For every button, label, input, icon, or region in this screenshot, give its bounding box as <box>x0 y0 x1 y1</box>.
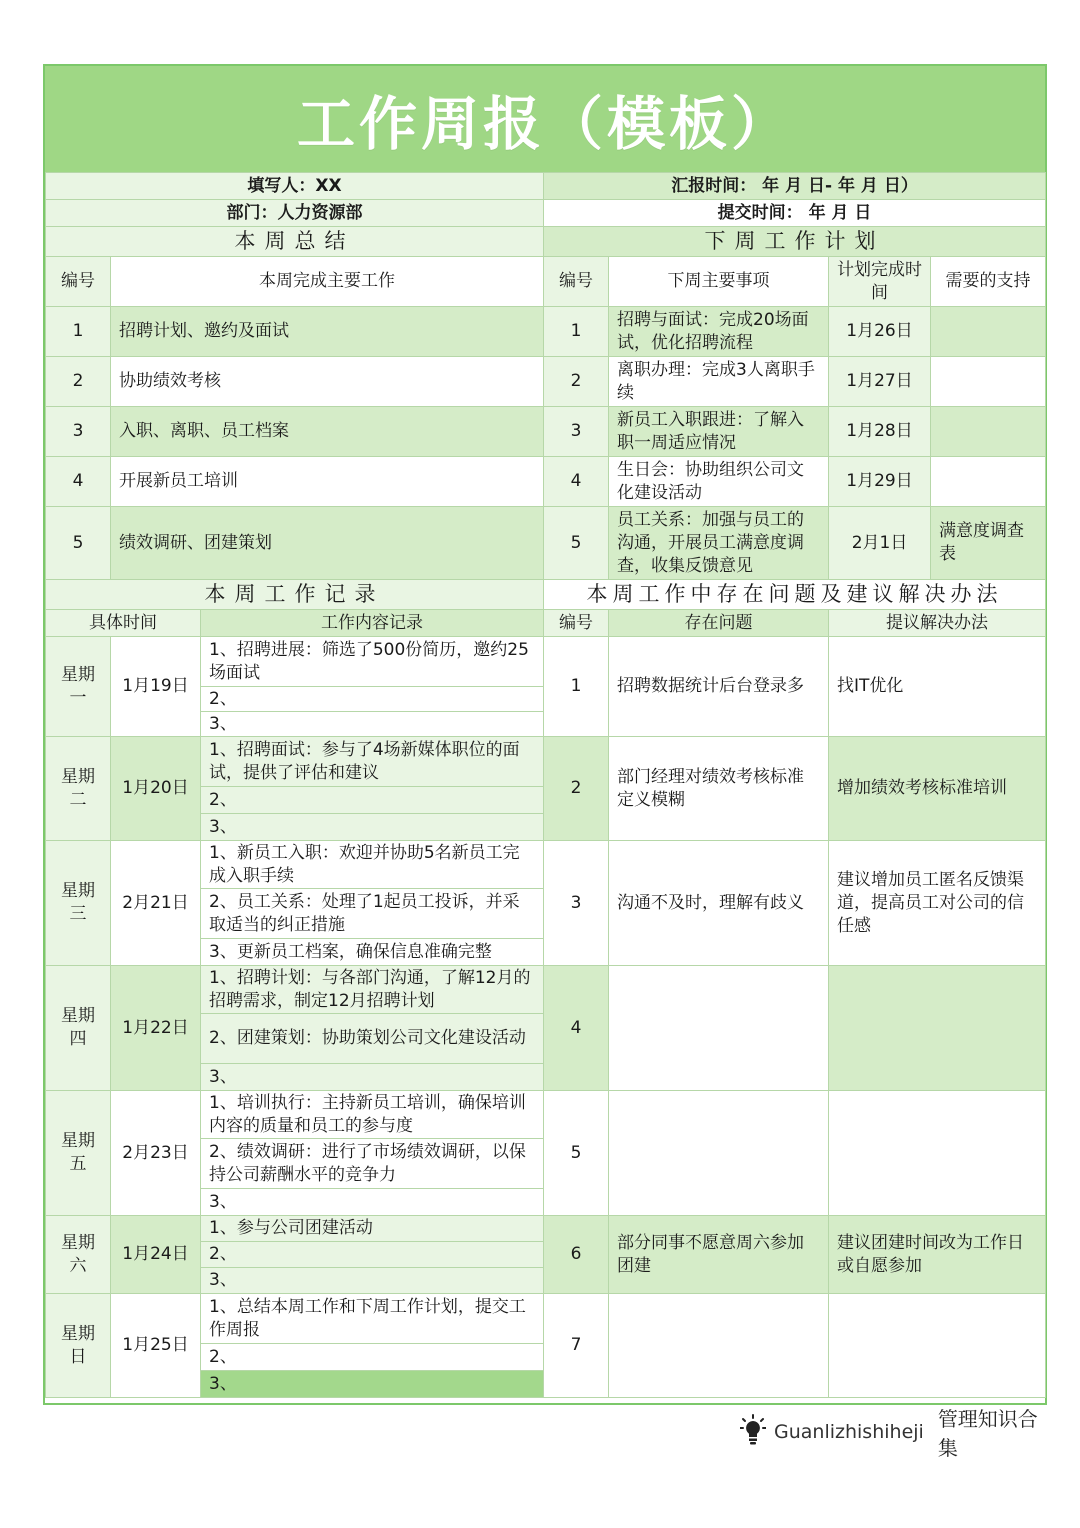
summary-num: 2 <box>46 357 111 407</box>
footer-brand <box>740 1407 1050 1460</box>
plan-time-header: 计划完成时间 <box>829 257 931 307</box>
record-item: 2、 <box>201 1344 544 1371</box>
record-item: 3、 <box>201 712 544 737</box>
records-time-header: 具体时间 <box>46 610 201 637</box>
issue-solution: 建议团建时间改为工作日或自愿参加 <box>829 1216 1046 1294</box>
summary-work: 入职、离职、员工档案 <box>111 407 544 457</box>
issues-solution-header: 提议解决办法 <box>829 610 1046 637</box>
plan-support <box>931 457 1046 507</box>
summary-plan-row <box>46 457 1046 507</box>
issue-solution: 找IT优化 <box>829 637 1046 737</box>
day-date: 1月25日 <box>111 1294 201 1398</box>
issues-section-title: 本周工作中存在问题及建议解决办法 <box>544 580 1046 610</box>
issue-problem: 部门经理对绩效考核标准定义模糊 <box>609 737 829 841</box>
department-cell: 部门：人力资源部 <box>46 200 544 227</box>
plan-support: 满意度调查表 <box>931 507 1046 580</box>
issue-num: 2 <box>544 737 609 841</box>
issue-solution: 增加绩效考核标准培训 <box>829 737 1046 841</box>
plan-time: 1月29日 <box>829 457 931 507</box>
issue-solution: 建议增加员工匿名反馈渠道，提高员工对公司的信任感 <box>829 841 1046 966</box>
submit-time-cell: 提交时间： 年 月 日 <box>544 200 1046 227</box>
issue-solution <box>829 1091 1046 1216</box>
summary-work: 绩效调研、团建策划 <box>111 507 544 580</box>
issue-num: 3 <box>544 841 609 966</box>
record-item: 1、招聘计划：与各部门沟通，了解12月的招聘需求，制定12月招聘计划 <box>201 966 544 1014</box>
issue-num: 1 <box>544 637 609 737</box>
record-item: 2、 <box>201 787 544 814</box>
issue-solution <box>829 1294 1046 1398</box>
plan-item: 员工关系：加强与员工的沟通，开展员工满意度调查，收集反馈意见 <box>609 507 829 580</box>
summary-section-title: 本周总结 <box>46 227 544 257</box>
day-label: 星期六 <box>46 1216 111 1294</box>
day-label: 星期日 <box>46 1294 111 1398</box>
day-date: 2月23日 <box>111 1091 201 1216</box>
issue-problem <box>609 966 829 1091</box>
report-time-cell: 汇报时间： 年 月 日- 年 月 日） <box>544 173 1046 200</box>
record-item: 2、 <box>201 1242 544 1268</box>
title-band <box>45 66 1045 172</box>
record-item: 3、 <box>201 1064 544 1091</box>
plan-item: 招聘与面试：完成20场面试，优化招聘流程 <box>609 307 829 357</box>
plan-section-title: 下周工作计划 <box>544 227 1046 257</box>
issues-num-header: 编号 <box>544 610 609 637</box>
issue-solution <box>829 966 1046 1091</box>
plan-num: 4 <box>544 457 609 507</box>
issue-problem <box>609 1091 829 1216</box>
record-item: 3、 <box>201 1268 544 1294</box>
brand-chinese: 管理知识合集 <box>937 1407 1038 1460</box>
day-date: 2月21日 <box>111 841 201 966</box>
plan-support <box>931 407 1046 457</box>
plan-time: 1月27日 <box>829 357 931 407</box>
record-item: 3、更新员工档案，确保信息准确完整 <box>201 939 544 966</box>
record-item: 1、培训执行：主持新员工培训，确保培训内容的质量和员工的参与度 <box>201 1091 544 1139</box>
summary-num: 5 <box>46 507 111 580</box>
record-item: 1、新员工入职：欢迎并协助5名新员工完成入职手续 <box>201 841 544 889</box>
summary-work: 协助绩效考核 <box>111 357 544 407</box>
day-date: 1月19日 <box>111 637 201 737</box>
day-date: 1月22日 <box>111 966 201 1091</box>
records-section-title: 本周工作记录 <box>46 580 544 610</box>
issue-num: 4 <box>544 966 609 1091</box>
day-date: 1月20日 <box>111 737 201 841</box>
issue-num: 5 <box>544 1091 609 1216</box>
plan-num-header: 编号 <box>544 257 609 307</box>
record-item: 2、 <box>201 687 544 712</box>
day-date: 1月24日 <box>111 1216 201 1294</box>
summary-num-header: 编号 <box>46 257 111 307</box>
plan-item: 生日会：协助组织公司文化建设活动 <box>609 457 829 507</box>
plan-item: 新员工入职跟进：了解入职一周适应情况 <box>609 407 829 457</box>
day-label: 星期一 <box>46 637 111 737</box>
issues-problem-header: 存在问题 <box>609 610 829 637</box>
plan-support <box>931 357 1046 407</box>
plan-num: 5 <box>544 507 609 580</box>
record-item: 3、 <box>201 814 544 841</box>
plan-item-header: 下周主要事项 <box>609 257 829 307</box>
summary-work-header: 本周完成主要工作 <box>111 257 544 307</box>
issue-problem: 沟通不及时，理解有歧义 <box>609 841 829 966</box>
issue-num: 6 <box>544 1216 609 1294</box>
record-item: 3、 <box>201 1371 544 1398</box>
issue-problem: 招聘数据统计后台登录多 <box>609 637 829 737</box>
record-item: 1、总结本周工作和下周工作计划，提交工作周报 <box>201 1294 544 1344</box>
records-content-header: 工作内容记录 <box>201 610 544 637</box>
plan-num: 1 <box>544 307 609 357</box>
day-label: 星期五 <box>46 1091 111 1216</box>
record-item: 2、团建策划：协助策划公司文化建设活动 <box>201 1014 544 1064</box>
summary-plan-row <box>46 307 1046 357</box>
report-table <box>45 172 1046 1398</box>
issue-problem: 部分同事不愿意周六参加团建 <box>609 1216 829 1294</box>
summary-work: 开展新员工培训 <box>111 457 544 507</box>
plan-time: 1月26日 <box>829 307 931 357</box>
plan-time: 1月28日 <box>829 407 931 457</box>
record-item: 2、绩效调研：进行了市场绩效调研，以保持公司薪酬水平的竞争力 <box>201 1139 544 1189</box>
summary-work: 招聘计划、邀约及面试 <box>111 307 544 357</box>
day-label: 星期二 <box>46 737 111 841</box>
record-item: 3、 <box>201 1189 544 1216</box>
day-label: 星期四 <box>46 966 111 1091</box>
plan-time: 2月1日 <box>829 507 931 580</box>
page-title: 工作周报（模板） <box>296 90 793 158</box>
plan-item: 离职办理：完成3人离职手续 <box>609 357 829 407</box>
record-item: 1、招聘进展：筛选了500份简历，邀约25场面试 <box>201 637 544 687</box>
weekly-report-sheet <box>43 64 1047 1405</box>
record-item: 2、员工关系：处理了1起员工投诉，并采取适当的纠正措施 <box>201 889 544 939</box>
summary-plan-row <box>46 507 1046 580</box>
summary-plan-row <box>46 357 1046 407</box>
plan-support <box>931 307 1046 357</box>
filler-cell: 填写人：XX <box>46 173 544 200</box>
record-item: 1、招聘面试：参与了4场新媒体职位的面试，提供了评估和建议 <box>201 737 544 787</box>
issue-num: 7 <box>544 1294 609 1398</box>
plan-support-header: 需要的支持 <box>931 257 1046 307</box>
summary-plan-row <box>46 407 1046 457</box>
brand-english: Guanlizhishiheji <box>774 1421 924 1443</box>
record-item: 1、参与公司团建活动 <box>201 1216 544 1242</box>
issue-problem <box>609 1294 829 1398</box>
summary-num: 3 <box>46 407 111 457</box>
lightbulb-icon <box>740 1414 766 1450</box>
plan-num: 2 <box>544 357 609 407</box>
plan-num: 3 <box>544 407 609 457</box>
day-label: 星期三 <box>46 841 111 966</box>
summary-num: 1 <box>46 307 111 357</box>
summary-num: 4 <box>46 457 111 507</box>
